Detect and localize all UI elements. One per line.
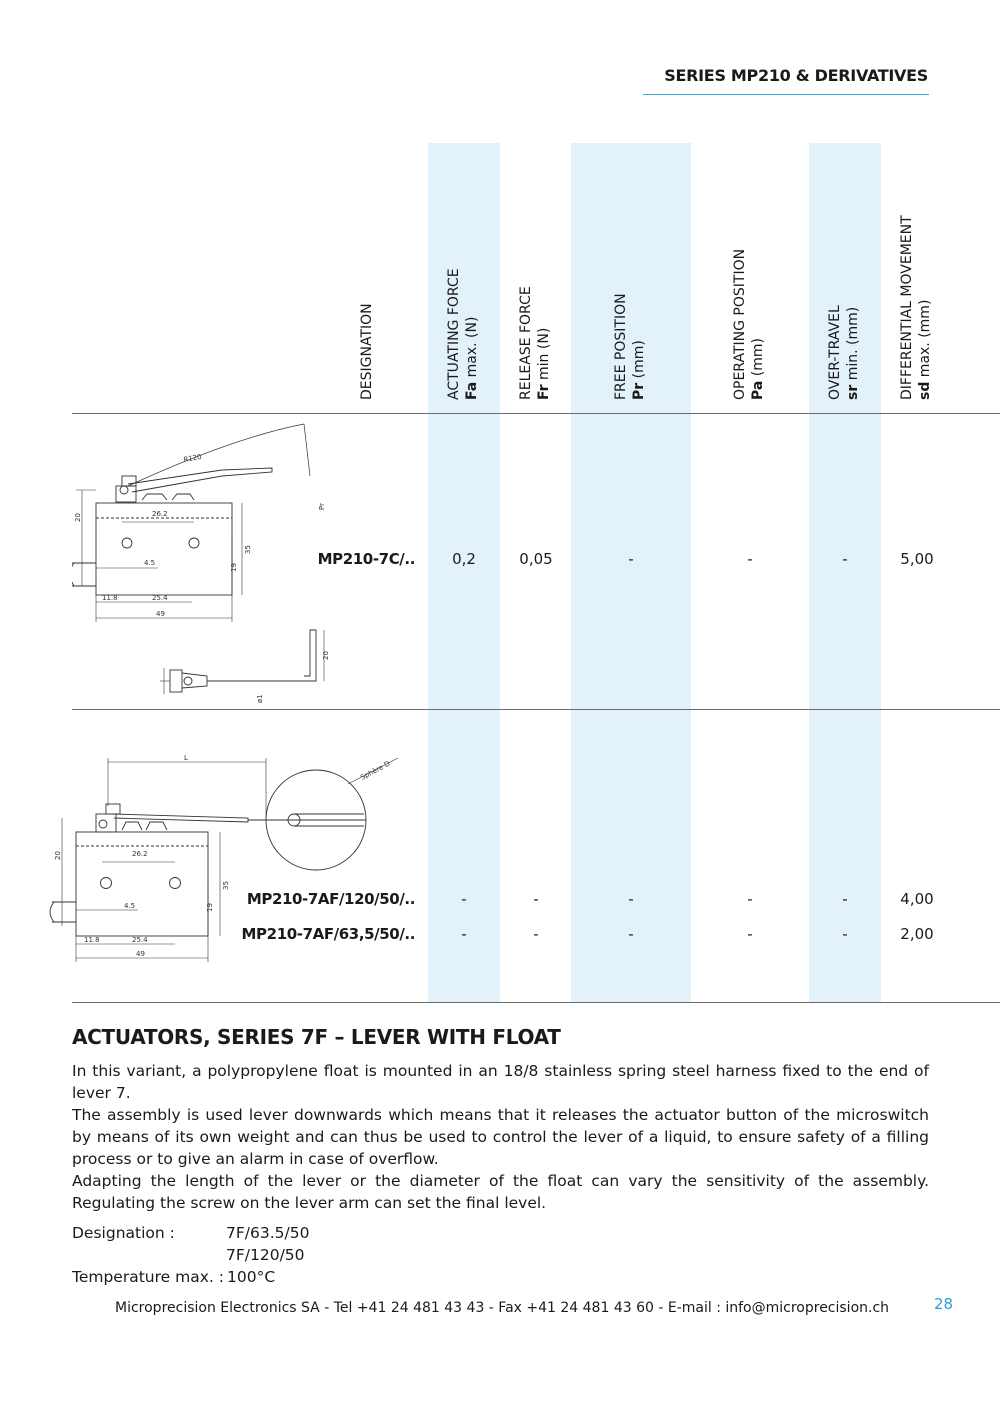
mounting-hole <box>189 538 199 548</box>
row3-designation: MP210-7AF/63,5/50/.. <box>241 925 415 943</box>
svg-text:25.4: 25.4 <box>132 936 148 944</box>
mounting-hole <box>170 878 181 889</box>
designation-label: Designation : <box>72 1224 175 1242</box>
row1-designation: MP210-7C/.. <box>317 550 415 568</box>
svg-text:R120: R120 <box>182 452 203 464</box>
col-header-over-travel: OVER-TRAVEL sr min. (mm) <box>827 305 861 400</box>
band-free-position <box>571 143 691 1003</box>
row2-sr: - <box>842 890 848 908</box>
svg-text:35: 35 <box>244 545 252 554</box>
page-number: 28 <box>934 1295 954 1313</box>
svg-text:20: 20 <box>74 513 82 522</box>
row3-pa: - <box>747 925 753 943</box>
row3-fa: - <box>461 925 467 943</box>
paragraph-intro: In this variant, a polypropylene float is mounted in an 18/8 stainless spring steel harness fixed to the end of lever 7. <box>72 1062 929 1102</box>
switch-body <box>76 832 208 936</box>
table-rule-bottom <box>72 1002 1000 1003</box>
svg-text:35: 35 <box>222 881 230 890</box>
paragraph-adjustment: Adapting the length of the lever or the diameter of the float can vary the sensitivity of the assembly. Regulating the screw on the lever arm can set the final level. <box>72 1172 929 1212</box>
temperature-label: Temperature max. : <box>72 1268 224 1286</box>
technical-drawing-7c <box>72 418 372 708</box>
row2-sd: 4,00 <box>900 890 934 908</box>
row1-fr: 0,05 <box>519 550 553 568</box>
row3-fr: - <box>533 925 539 943</box>
row2-fa: - <box>461 890 467 908</box>
svg-text:ø1: ø1 <box>256 694 264 703</box>
svg-text:25.4: 25.4 <box>152 594 168 602</box>
row2-pr: - <box>628 890 634 908</box>
svg-text:20: 20 <box>54 851 62 860</box>
col-header-operating-position: OPERATING POSITION Pa (mm) <box>732 248 766 400</box>
col-header-release-force: RELEASE FORCE Fr min (N) <box>518 286 552 400</box>
row3-sr: - <box>842 925 848 943</box>
table-rule-row1 <box>72 709 1000 710</box>
table-rule-header <box>72 413 1000 414</box>
row2-designation: MP210-7AF/120/50/.. <box>246 890 415 908</box>
row1-pr: - <box>628 550 634 568</box>
svg-text:26.2: 26.2 <box>132 850 148 858</box>
svg-text:20: 20 <box>322 651 330 660</box>
col-header-free-position: FREE POSITION Pr (mm) <box>613 293 647 400</box>
svg-text:4.5: 4.5 <box>124 902 136 910</box>
page-header-title: SERIES MP210 & DERIVATIVES <box>664 66 928 85</box>
footer-contact: Microprecision Electronics SA - Tel +41 24 481 43 43 - Fax +41 24 481 43 60 - E-mail : info@microprecision.ch <box>115 1300 890 1316</box>
designation-value-2: 7F/120/50 <box>226 1246 305 1264</box>
section-title: ACTUATORS, SERIES 7F – LEVER WITH FLOAT <box>72 1025 561 1049</box>
technical-drawing-7af <box>48 718 408 978</box>
col-header-differential-movement: DIFFERENTIAL MOVEMENT sd max. (mm) <box>899 215 933 400</box>
header-rule <box>643 94 929 95</box>
svg-text:49: 49 <box>136 950 145 958</box>
row3-sd: 2,00 <box>900 925 934 943</box>
svg-text:49: 49 <box>156 610 165 618</box>
svg-text:11.8: 11.8 <box>102 594 118 602</box>
svg-text:19: 19 <box>206 903 214 912</box>
svg-text:L: L <box>184 754 188 762</box>
svg-text:Sphère D: Sphère D <box>359 759 392 782</box>
row1-pa: - <box>747 550 753 568</box>
row1-fa: 0,2 <box>452 550 476 568</box>
row2-fr: - <box>533 890 539 908</box>
svg-text:4.5: 4.5 <box>144 559 156 567</box>
row2-pa: - <box>747 890 753 908</box>
row3-pr: - <box>628 925 634 943</box>
paragraph-usage: The assembly is used lever downwards which means that it releases the actuator button of the microswitch by means of its own weight and can thus be used to control the lever of a liquid, to ensure safety of a filling process or to give an alarm in case of overflow. <box>72 1106 929 1168</box>
temperature-value: 100°C <box>227 1268 276 1286</box>
row1-sd: 5,00 <box>900 550 934 568</box>
mounting-hole <box>122 538 132 548</box>
svg-text:26.2: 26.2 <box>152 510 168 518</box>
svg-text:11.8: 11.8 <box>84 936 100 944</box>
svg-text:19: 19 <box>230 563 238 572</box>
designation-value-1: 7F/63.5/50 <box>226 1224 310 1242</box>
col-header-actuating-force: ACTUATING FORCE Fa max. (N) <box>446 268 480 400</box>
col-header-designation: DESIGNATION <box>359 303 375 400</box>
svg-text:Pr: Pr <box>318 503 326 510</box>
row1-sr: - <box>842 550 848 568</box>
band-over-travel <box>809 143 881 1003</box>
mounting-hole <box>101 878 112 889</box>
